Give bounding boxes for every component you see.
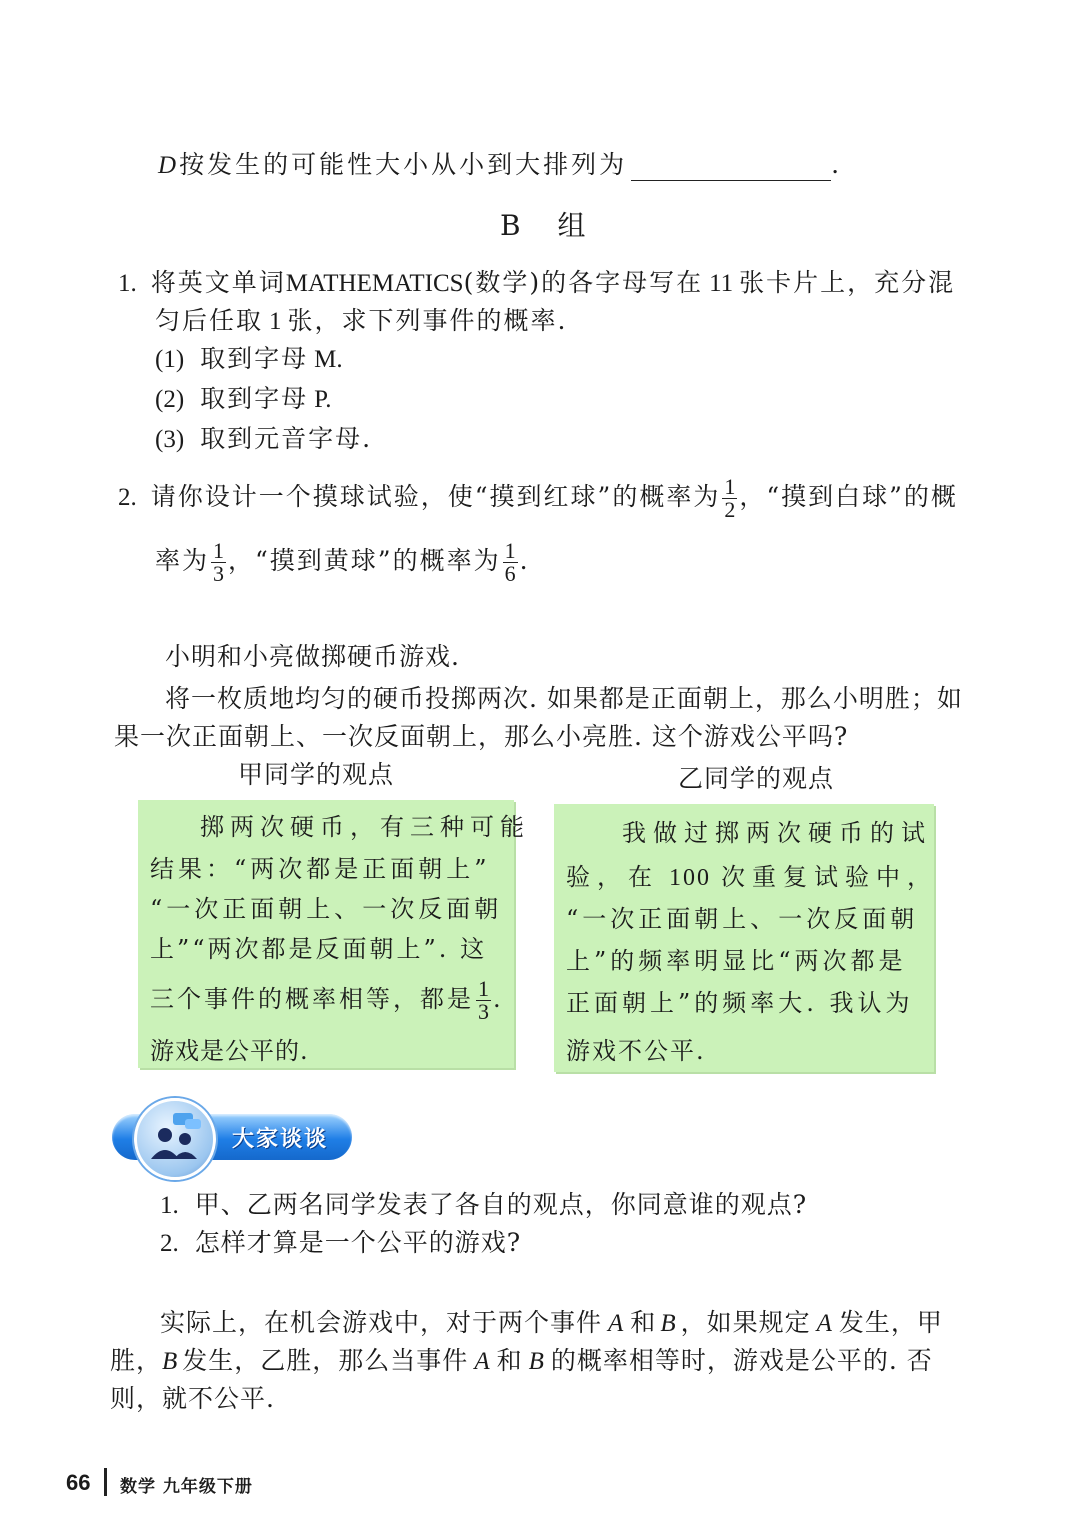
view-yi-l5: 正面朝上”的频率大. 我认为 — [566, 989, 914, 1017]
q1-number: 1. — [118, 270, 137, 297]
book-title: 数学 九年级下册 — [120, 1477, 253, 1497]
view-jia-l5 — [150, 978, 504, 1023]
section-title: B 组 — [500, 209, 600, 242]
q1-line2 — [155, 306, 567, 337]
q1-sub3-text: 取到元音字母. — [200, 424, 373, 453]
q1-sub2-label: (2) — [155, 386, 185, 413]
frac-den: 3 — [213, 561, 225, 586]
q2-number: 2. — [118, 484, 137, 511]
q1-sub1-letter: M. — [314, 346, 343, 373]
q1-sub2 — [155, 384, 332, 415]
discuss-q1-text: 甲、乙两名同学发表了各自的观点，你同意谁的观点? — [194, 1190, 808, 1219]
view-jia-l1: 掷两次硬币，有三种可能 — [200, 813, 530, 841]
top-line — [158, 150, 842, 181]
conclusion-l2-a: 胜， — [110, 1346, 163, 1375]
q2-line2-end: . — [519, 546, 530, 575]
q2-line2 — [155, 540, 530, 585]
conclusion-and: 和 — [496, 1346, 523, 1375]
view-yi-l6: 游戏不公平. — [566, 1037, 706, 1065]
event-letter: D — [158, 152, 180, 179]
view-jia-title: 甲同学的观点 — [238, 760, 395, 789]
event-b: B — [162, 1348, 179, 1375]
q1-sub2-letter: P. — [314, 386, 332, 413]
frac-num: 1 — [724, 474, 736, 499]
conclusion-and: 和 — [630, 1308, 657, 1337]
discuss-q1 — [160, 1190, 807, 1221]
trial-count: 100 — [669, 865, 711, 891]
conclusion-l1-c: ，如果规定 — [680, 1308, 811, 1337]
frac-num: 1 — [478, 976, 489, 1001]
view-jia-l5-end: . — [493, 985, 504, 1013]
footer-divider — [104, 1468, 107, 1496]
discuss-q1-num: 1. — [160, 1192, 179, 1219]
people-icon-svg — [137, 1101, 213, 1177]
conclusion-l1 — [160, 1308, 943, 1339]
q1-text-a: 将英文单词 — [150, 268, 286, 297]
view-jia-l6: 游戏是公平的. — [150, 1037, 309, 1065]
view-jia-l4: 上”“两次都是反面朝上”. 这 — [150, 935, 488, 963]
q1-sub1-label: (1) — [155, 346, 185, 373]
q2-line2-a: 率为 — [155, 546, 210, 575]
q2-text-a: 请你设计一个摸球试验，使“摸到红球”的概率为 — [150, 482, 721, 511]
q1-sub1 — [155, 344, 343, 375]
discuss-q2-text: 怎样才算是一个公平的游戏? — [194, 1228, 522, 1257]
view-yi-l2-b: 次重复试验中， — [721, 863, 938, 891]
event-a: A — [816, 1310, 833, 1337]
page-number: 66 — [66, 1470, 91, 1495]
discuss-q2-num: 2. — [160, 1230, 179, 1257]
event-b: B — [528, 1348, 545, 1375]
answer-blank[interactable] — [631, 154, 831, 181]
q1-word: MATHEMATICS — [285, 270, 464, 297]
view-yi-l2-a: 验，在 — [566, 863, 659, 891]
top-line-end: . — [831, 150, 843, 179]
conclusion-l2-c: 的概率相等时，游戏是公平的. 否 — [550, 1346, 933, 1375]
q2-line2-b: ，“摸到黄球”的概率为 — [228, 546, 501, 575]
conclusion-l2-b: 发生，乙胜，那么当事件 — [182, 1346, 469, 1375]
conclusion-l2 — [110, 1346, 933, 1377]
event-b: B — [660, 1310, 677, 1337]
view-yi-title: 乙同学的观点 — [678, 764, 835, 793]
discuss-q2 — [160, 1228, 521, 1259]
q1-line2-b: 张，求下列事件的概率. — [287, 306, 568, 335]
q1-sub2-text: 取到字母 — [200, 384, 309, 413]
discuss-label: 大家谈谈 — [232, 1127, 329, 1152]
fraction-sixth — [503, 540, 518, 585]
fraction-half — [722, 476, 737, 521]
event-a: A — [474, 1348, 491, 1375]
story-line1: 小明和小亮做掷硬币游戏. — [165, 642, 460, 671]
view-jia-l2: 结果：“两次都是正面朝上” — [150, 855, 491, 883]
q1-text-b: (数学)的各字母写在 — [463, 268, 704, 297]
view-yi-l1: 我做过掷两次硬币的试 — [622, 819, 932, 847]
conclusion-l1-a: 实际上，在机会游戏中，对于两个事件 — [160, 1308, 603, 1337]
q1-line2-a: 匀后任取 — [155, 306, 264, 335]
view-yi-l2 — [566, 856, 938, 899]
frac-num: 1 — [504, 538, 516, 563]
frac-den: 3 — [478, 999, 489, 1024]
q1-line1 — [118, 268, 955, 299]
view-jia-l3: “一次正面朝上、一次反面朝 — [150, 895, 503, 923]
story-line3: 果一次正面朝上、一次反面朝上，那么小亮胜. 这个游戏公平吗? — [114, 722, 849, 751]
view-yi-l4: 上”的频率明显比“两次都是 — [566, 947, 907, 975]
fraction-third — [211, 540, 226, 585]
view-yi-l3: “一次正面朝上、一次反面朝 — [566, 905, 919, 933]
q2-text-b: ，“摸到白球”的概 — [739, 482, 958, 511]
q1-sub3 — [155, 424, 372, 455]
view-jia-l5-text: 三个事件的概率相等，都是 — [150, 985, 474, 1013]
story-line2: 将一枚质地均匀的硬币投掷两次. 如果都是正面朝上，那么小明胜；如 — [165, 684, 963, 713]
q1-card-count: 11 — [709, 270, 734, 297]
conclusion-l1-d: 发生，甲 — [838, 1308, 943, 1337]
frac-den: 2 — [724, 497, 736, 522]
frac-num: 1 — [213, 538, 225, 563]
q2-line1 — [118, 476, 958, 521]
frac-den: 6 — [504, 561, 516, 586]
q1-sub1-text: 取到字母 — [200, 344, 309, 373]
q1-line2-n: 1 — [269, 308, 282, 335]
people-icon — [134, 1098, 216, 1180]
event-a: A — [608, 1310, 625, 1337]
fraction-third-box — [476, 978, 491, 1023]
conclusion-l3: 则，就不公平. — [110, 1384, 275, 1413]
q1-text-c: 张卡片上，充分混 — [739, 268, 956, 297]
q1-sub3-label: (3) — [155, 426, 185, 453]
top-line-text: 按发生的可能性大小从小到大排列为 — [179, 150, 628, 179]
